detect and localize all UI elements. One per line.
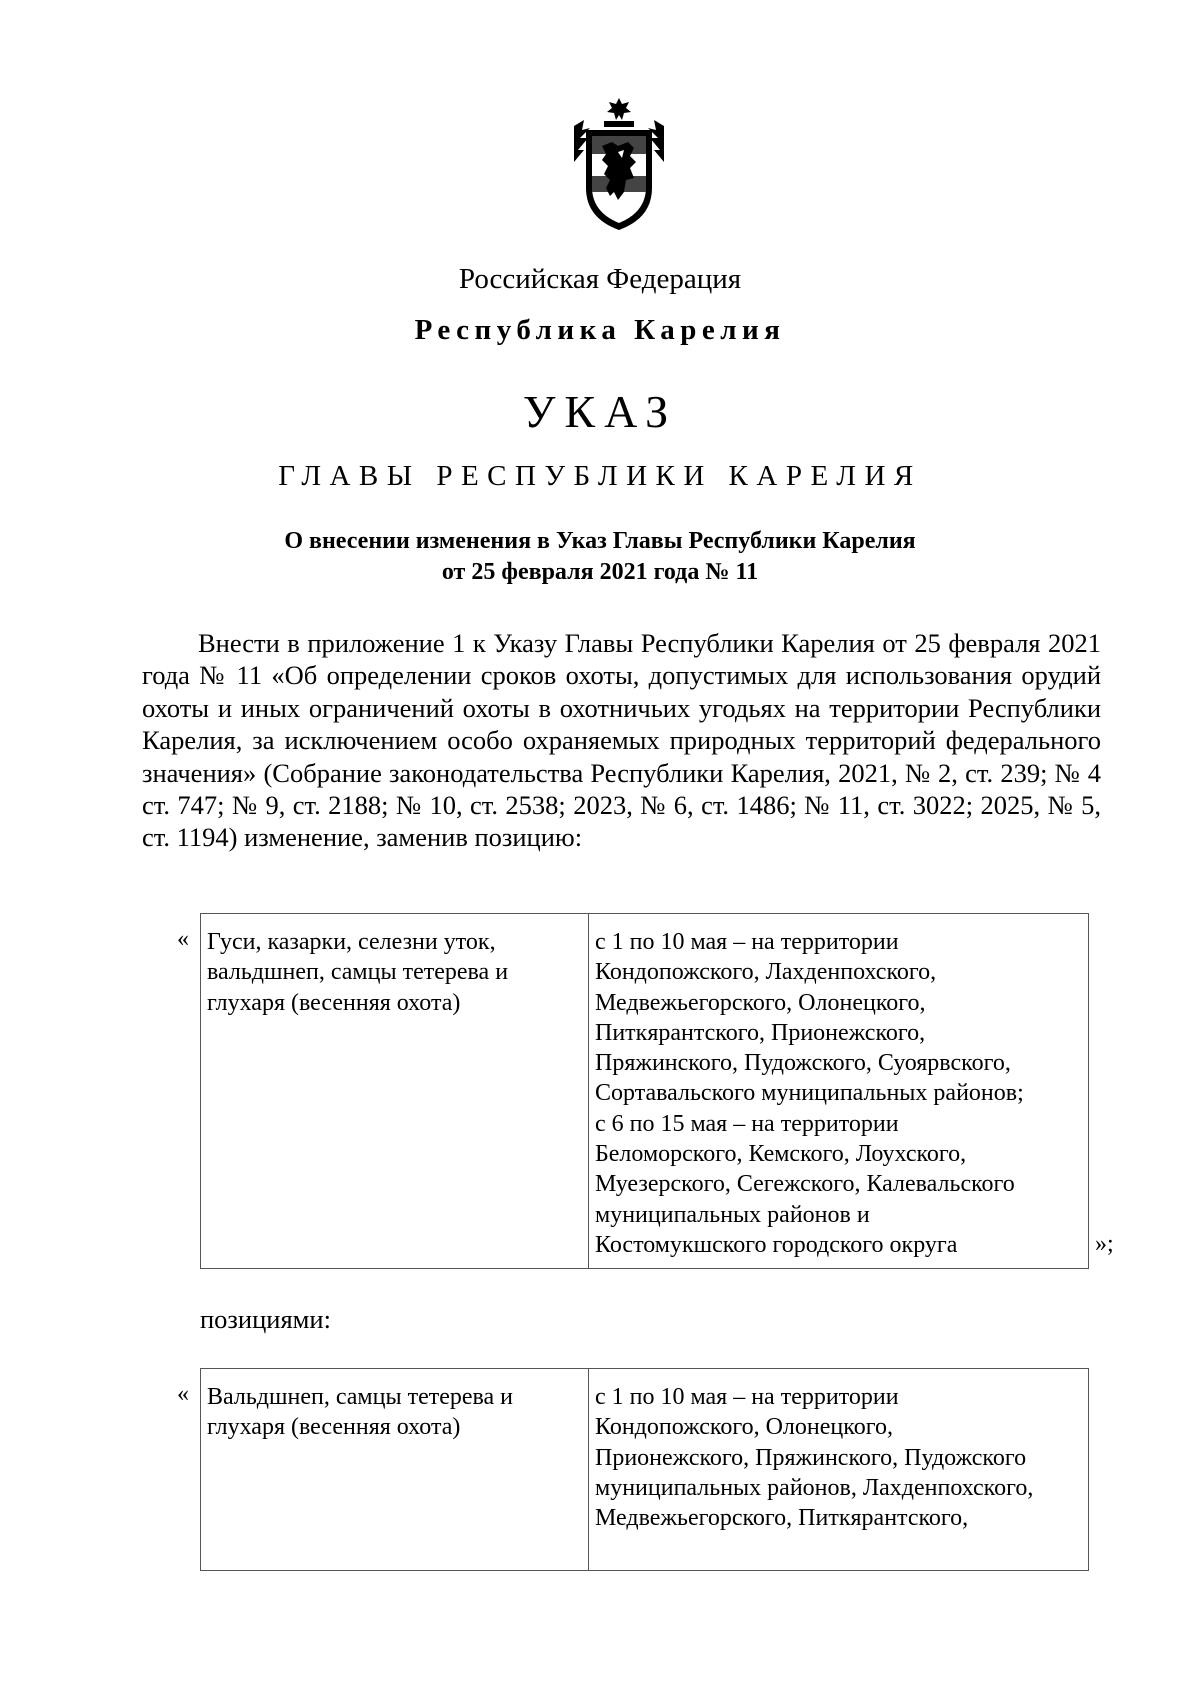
old-period-line: Беломорского, Кемского, Лоухского,: [595, 1141, 967, 1168]
old-period-cell: [589, 914, 1088, 1268]
country-name: Российская Федерация: [458, 263, 742, 295]
coat-of-arms-emblem: [568, 96, 670, 234]
new-period-line: Кондопожского, Олонецкого,: [595, 1414, 893, 1441]
old-position-table: [200, 913, 1089, 1269]
old-period-line: Кондопожского, Лахденпохского,: [595, 959, 937, 986]
new-period-line: с 1 по 10 мая – на территории: [595, 1384, 899, 1410]
document-title-line-2: от 25 февраля 2021 года № 11: [441, 559, 759, 585]
new-period-cell: [589, 1369, 1088, 1570]
new-species-cell: [201, 1369, 589, 1570]
document-title: [0, 526, 1200, 588]
new-species-line: глухаря (весенняя охота): [207, 1414, 461, 1441]
old-period-line: с 6 по 15 мая – на территории: [595, 1110, 899, 1137]
old-period-line: Пряжинского, Пудожского, Суоярвского,: [595, 1050, 1011, 1077]
issuer-title: ГЛАВЫ РЕСПУБЛИКИ КАРЕЛИЯ: [278, 460, 922, 492]
old-period-line: Муезерского, Сегежского, Калевальского: [595, 1171, 1015, 1198]
old-period-line: Сортавальского муниципальных районов;: [595, 1080, 1024, 1107]
body-paragraph: Внести в приложение 1 к Указу Главы Республики Карелия от 25 февраля 2021 года № 11 «Об определении сроков охоты, допустимых для использования орудий охоты и иных ограничений охоты в охотничьих угодьях на территории Республики Карелия, за исключением особо охраняемых природных территорий федерального значения» (Собрание законодательства Республики Карелия, 2021, № 2, ст. 239; № 4 ст. 747; № 9, ст. 2188; № 10, ст. 2538; 2023, № 6, ст. 1486; № 11, ст. 3022; 2025, № 5, ст. 1194) изменение, заменив позицию:: [142, 628, 1101, 853]
positions-label: позициями:: [200, 1304, 331, 1334]
document-title-line-1: О внесении изменения в Указ Главы Республики Карелия: [284, 528, 916, 554]
old-period-line: муниципальных районов и: [595, 1201, 870, 1228]
new-period-line: муниципальных районов, Лахденпохского,: [595, 1474, 1034, 1501]
old-species-cell: [201, 914, 589, 1268]
old-species-line: Гуси, казарки, селезни уток,: [207, 929, 496, 955]
old-species-line: вальдшнеп, самцы тетерева и: [207, 959, 509, 986]
old-period-line: с 1 по 10 мая – на территории: [595, 929, 899, 955]
republic-name: Республика Карелия: [414, 314, 786, 346]
new-period-line: Прионежского, Пряжинского, Пудожского: [595, 1444, 1027, 1471]
old-period-line: Медвежьегорского, Олонецкого,: [595, 989, 926, 1016]
close-quote-old: »;: [1095, 1231, 1114, 1257]
new-position-table: [200, 1368, 1089, 1571]
star-icon: [607, 98, 631, 120]
new-species-line: Вальдшнеп, самцы тетерева и: [207, 1384, 514, 1410]
open-quote-new: «: [177, 1381, 189, 1407]
new-period-line: Медвежьегорского, Питкярантского,: [595, 1505, 969, 1532]
old-period-line: Питкярантского, Прионежского,: [595, 1019, 926, 1046]
old-species-line: глухаря (весенняя охота): [207, 989, 461, 1016]
document-type: УКАЗ: [522, 386, 678, 437]
old-period-line: Костомукшского городского округа: [595, 1231, 958, 1258]
open-quote-old: «: [177, 926, 189, 952]
